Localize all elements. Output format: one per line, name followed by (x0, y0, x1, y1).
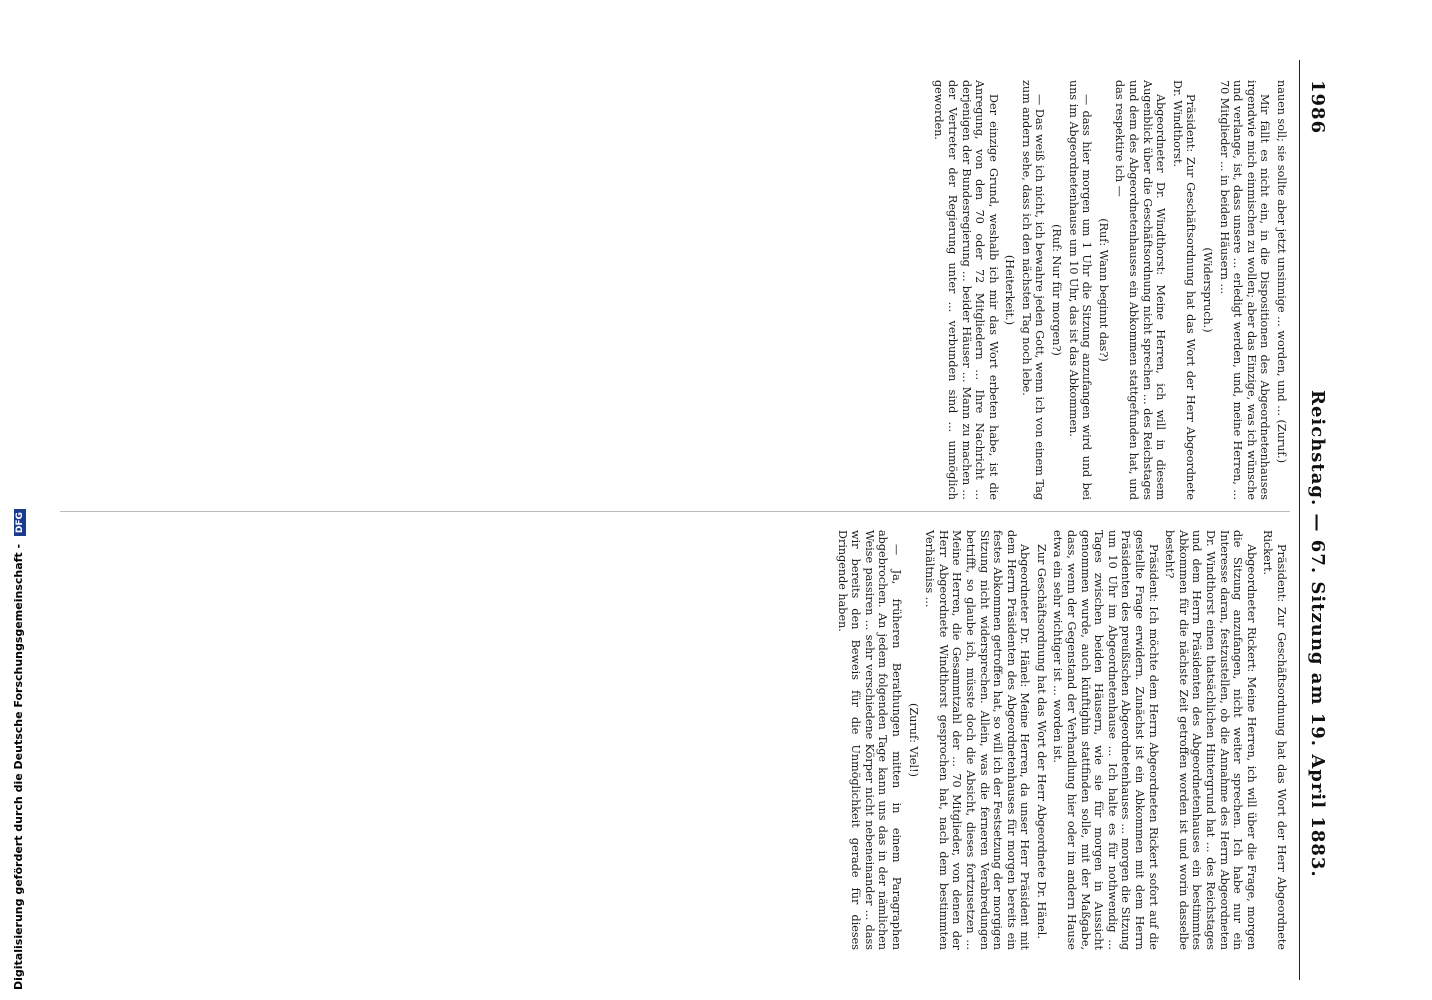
dfg-logo: DFG (14, 509, 26, 536)
paragraph: Abgeordneter Dr. Hänel: Meine Herren, da unser Herr Präsident mit dem Herrn Präsidenten des Abgeordnetenhauses für morgen bereits ein festes Abkommen getroffen hat, so will ich der Festsetzung der morgigen Sitzung nicht widersprechen. Allein, was die ferneren Verabredungen betrifft, so glaube ich, müsste doch die Absicht, dieses fortzusetzen ... Meine Herren, die Gesammtzahl der ... 70 Mitglieder, von denen der Herr Abgeordnete Windthorst gesprochen hat, nach dem bestimmten Verhältniss ... (923, 530, 1032, 950)
paragraph: Zur Geschäftsordnung hat das Wort der Herr Abgeordnete Dr. Hänel. (1034, 544, 1048, 939)
paragraph: Präsident: Ich möchte dem Herrn Abgeordneten Rickert sofort auf die gestellte Frage erwidern. Zunächst ist ein Abkommen mit dem Herrn Präsidenten des preußischen Abgeordnetenhauses ... morgen die Sitzung um 10 Uhr im Abgeordnetenhause ... Ich halte es für nothwendig ... Tages zwischen beiden Häusern, wie sie für morgen in Aussicht genommen wurde, auch künftighin stattfinden solle, mit der Maßgabe, dass, wenn der Gegenstand der Verhandlung hier oder im andern Hause etwa ein sehr wichtiger ist ... worden ist. (1051, 530, 1160, 950)
credit-text: Digitalisierung gefördert durch die Deutsche Forschungsgemeinschaft - (12, 543, 25, 990)
interjection: (Ruf: Wann beginnt das?) (1096, 218, 1110, 362)
page-title: Reichstag. — 67. Sitzung am 19. April 1883. (1307, 390, 1328, 878)
paragraph: Präsident: Zur Geschäftsordnung hat das Wort der Herr Abgeordnete Rickert. (1261, 530, 1288, 950)
paragraph: Abgeordneter Rickert: Meine Herren, ich will über die Frage, morgen die Sitzung anzufangen, nicht weiter sprechen. Ich habe nur ein Interesse daran, festzustellen, ob die Annahme des Herrn Abgeordneten Dr. Windthorst einen thatsächlichen Hintergrund hat ... des Reichstages und dem Herrn Präsidenten des Abgeordnetenhauses ein bestimmtes Abkommen für die nächste Zeit getroffen worden ist und worin dasselbe besteht? (1163, 530, 1258, 950)
interjection: (Heiterkeit.) (1003, 254, 1017, 326)
column-divider (60, 511, 1290, 512)
paragraph: — dass hier morgen um 1 Uhr die Sitzung anzufangen wird und bei uns im Abgeordnetenhause um 10 Uhr, das ist das Abkommen. (1066, 80, 1094, 500)
paragraph: — Das weiß ich nicht, ich bewahre jeden Gott, wenn ich von einem Tag zum andern sehe, dass ich den nächsten Tag noch lebe. (1019, 80, 1047, 500)
right-column (832, 530, 1288, 950)
paragraph: nauen soll; sie sollte aber jetzt unsinnige ... worden, und ... (Zuruf.) (1275, 80, 1288, 464)
digitization-credit (0, 0, 25, 1000)
interjection: (Ruf: Nur für morgen?) (1050, 224, 1064, 356)
paragraph: — Ja, früheren Berathungen mitten in einem Paragraphen abgebrochen. An jedem folgenden Tage kann uns das in der nämlichen Weise passiren ... sehr verschiedene Körper nicht nebeneinander ... dass wir bereits den Beweis für die Unmöglichkeit gerade für dieses Dringende haben. (835, 530, 903, 950)
interjection: (Zuruf: Viel!) (906, 703, 920, 777)
paragraph: Präsident: Zur Geschäftsordnung hat das Wort der Herr Abgeordnete Dr. Windthorst. (1170, 80, 1198, 500)
paragraph: Der einzige Grund, weshalb ich mir das Wort erbeten habe, ist die Anregung, von den 70 oder 72 Mitgliedern ... Ihre Nachricht ... derjenigen der Bundesregierung ... beider Häuser ... Mann zu machen ... der Vertreter der Regierung unter ... verbunden sind ... unmöglich geworden. (932, 80, 1000, 500)
interjection: (Widerspruch.) (1201, 247, 1215, 333)
paragraph: Mir fällt es nicht ein, in die Dispositionen des Abgeordnetenhauses irgendwie mich einmischen zu wollen; aber das Einzige, was ich wünsche und verlange, ist, dass unsere ... erledigt werden, und, meine Herren, ... 70 Mitglieder ... in beiden Häusern ... (1217, 80, 1272, 500)
header-rule (1299, 60, 1300, 980)
scanned-page (30, 60, 1330, 980)
left-column (929, 80, 1288, 500)
page-number: 1986 (1307, 80, 1328, 135)
paragraph: Abgeordneter Dr. Windthorst: Meine Herren, ich will in diesem Augenblick über die Geschäftsordnung nicht sprechen ... des Reichstages und dem des Abgeordnetenhauses ein Abkommen stattgefunden hat, und das respektire ich — (1113, 80, 1168, 500)
page-header (1300, 60, 1330, 980)
